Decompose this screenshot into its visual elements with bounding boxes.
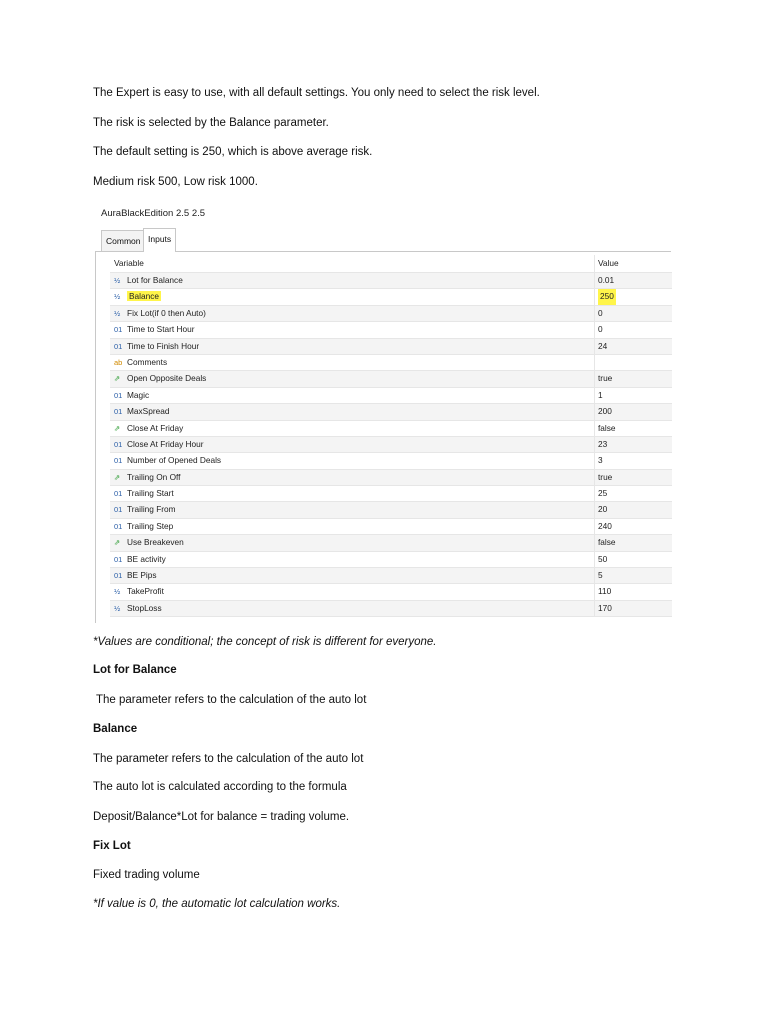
parameter-value[interactable]: 0.01 — [598, 275, 615, 285]
parameter-value[interactable]: 110 — [598, 586, 612, 597]
table-row[interactable] — [110, 453, 672, 469]
parameter-value[interactable]: 24 — [598, 340, 608, 351]
parameter-name-cell — [114, 421, 183, 436]
parameter-value[interactable]: false — [598, 422, 616, 433]
boolean-icon: ⇗ — [114, 538, 121, 548]
header-value: Value — [598, 258, 619, 268]
screenshot-title: AuraBlackEdition 2.5 2.5 — [101, 208, 206, 219]
inputs-panel — [95, 251, 672, 623]
inputs-table — [110, 255, 672, 617]
parameter-name: Comments — [127, 356, 168, 367]
parameter-name: Time to Start Hour — [127, 324, 195, 335]
parameter-value[interactable]: 25 — [598, 488, 608, 499]
parameter-name-cell — [114, 601, 162, 616]
parameter-name-cell — [114, 355, 167, 370]
table-row[interactable] — [110, 552, 672, 568]
string-icon: ab — [114, 357, 123, 367]
table-row[interactable] — [110, 584, 672, 600]
settings-screenshot — [93, 203, 671, 623]
table-row[interactable] — [110, 339, 672, 355]
fix-lot-text: Fixed trading volume — [93, 869, 200, 881]
parameter-name: StopLoss — [127, 602, 162, 613]
parameter-name: BE activity — [127, 553, 166, 564]
parameter-name: MaxSpread — [127, 406, 170, 417]
integer-icon: 01 — [114, 456, 123, 466]
parameter-value[interactable]: 20 — [598, 504, 608, 515]
parameter-name: Number of Opened Deals — [127, 455, 222, 466]
parameter-name-cell — [114, 404, 169, 419]
header-variable: Variable — [114, 258, 144, 268]
balance-text-2: The auto lot is calculated according to the formula — [93, 781, 347, 793]
table-row[interactable] — [110, 355, 672, 371]
integer-icon: 01 — [114, 439, 123, 449]
fraction-icon: ½ — [114, 587, 121, 597]
parameter-name: Fix Lot(if 0 then Auto) — [127, 307, 206, 318]
integer-icon: 01 — [114, 521, 123, 531]
tab-bar — [95, 226, 671, 252]
parameter-name-cell — [114, 552, 166, 567]
table-header — [110, 255, 672, 273]
integer-icon: 01 — [114, 407, 123, 417]
parameter-value[interactable]: false — [598, 537, 616, 548]
lot-for-balance-heading: Lot for Balance — [93, 664, 177, 676]
parameter-name: Lot for Balance — [127, 275, 183, 285]
parameter-name-cell — [114, 584, 164, 599]
parameter-value[interactable]: 170 — [598, 602, 612, 613]
parameter-name-cell — [114, 568, 157, 583]
integer-icon: 01 — [114, 505, 123, 515]
balance-heading: Balance — [93, 723, 138, 735]
table-row[interactable] — [110, 306, 672, 322]
parameter-name-cell — [114, 470, 181, 485]
parameter-name-cell — [114, 437, 204, 452]
parameter-name: Trailing From — [127, 504, 176, 515]
parameter-name-cell — [114, 502, 176, 517]
parameter-value[interactable]: 5 — [598, 570, 603, 581]
table-row[interactable] — [110, 470, 672, 486]
integer-icon: 01 — [114, 489, 123, 499]
balance-formula: Deposit/Balance*Lot for balance = trading volume. — [93, 811, 350, 823]
table-row[interactable] — [110, 437, 672, 453]
parameter-value[interactable]: 23 — [598, 438, 608, 449]
tab-inputs[interactable]: Inputs — [143, 228, 176, 252]
parameter-name: Balance — [129, 291, 159, 302]
table-row[interactable] — [110, 568, 672, 584]
table-row[interactable] — [110, 289, 672, 305]
table-row[interactable] — [110, 502, 672, 518]
table-row[interactable] — [110, 388, 672, 404]
table-row[interactable] — [110, 486, 672, 502]
tab-common[interactable]: Common — [101, 230, 145, 251]
intro-paragraph-2: The risk is selected by the Balance parameter. — [93, 117, 329, 129]
parameter-name: Trailing Start — [127, 488, 174, 499]
parameter-value[interactable]: true — [598, 373, 613, 384]
parameter-value[interactable]: 1 — [598, 389, 603, 400]
parameter-value[interactable]: 200 — [598, 406, 612, 417]
fraction-icon: ½ — [114, 603, 121, 613]
integer-icon: 01 — [114, 571, 123, 581]
parameter-name-cell — [114, 371, 206, 386]
parameter-value[interactable]: 0 — [598, 324, 603, 335]
boolean-icon: ⇗ — [114, 472, 121, 482]
parameter-name-cell — [114, 322, 194, 337]
parameter-value[interactable]: 240 — [598, 520, 612, 531]
parameter-value[interactable]: true — [598, 471, 613, 482]
parameter-name-cell — [114, 486, 174, 501]
table-row[interactable] — [110, 519, 672, 535]
parameter-name-cell — [114, 289, 161, 304]
parameter-name: Close At Friday — [127, 422, 184, 433]
parameter-value[interactable]: 3 — [598, 455, 603, 466]
integer-icon: 01 — [114, 554, 123, 564]
parameter-name: Magic — [127, 389, 150, 400]
balance-text-1: The parameter refers to the calculation of the auto lot — [93, 753, 364, 765]
parameter-name: Use Breakeven — [127, 537, 184, 548]
intro-paragraph-3: The default setting is 250, which is above average risk. — [93, 146, 373, 158]
parameter-name-cell — [114, 306, 206, 321]
parameter-name: TakeProfit — [127, 586, 164, 597]
lot-for-balance-text: The parameter refers to the calculation of the auto lot — [93, 694, 367, 706]
parameter-name: Open Opposite Deals — [127, 373, 207, 384]
parameter-name-cell — [114, 273, 183, 288]
parameter-value[interactable]: 50 — [598, 553, 608, 564]
boolean-icon: ⇗ — [114, 374, 121, 384]
parameter-name-cell — [114, 519, 173, 534]
integer-icon: 01 — [114, 341, 123, 351]
table-row[interactable] — [110, 421, 672, 437]
fraction-icon: ½ — [114, 308, 121, 318]
integer-icon: 01 — [114, 325, 123, 335]
parameter-name: Close At Friday Hour — [127, 438, 204, 449]
parameter-name: Trailing Step — [127, 520, 174, 531]
parameter-name: BE Pips — [127, 570, 157, 581]
parameter-name: Time to Finish Hour — [127, 340, 200, 351]
fraction-icon: ½ — [114, 292, 121, 302]
table-row[interactable] — [110, 535, 672, 551]
table-row[interactable] — [110, 371, 672, 387]
parameter-name-cell — [114, 388, 149, 403]
parameter-value[interactable]: 0 — [598, 307, 603, 318]
table-row[interactable] — [110, 273, 672, 289]
intro-paragraph-1: The Expert is easy to use, with all default settings. You only need to select the risk level. — [93, 87, 540, 99]
parameter-name: Trailing On Off — [127, 471, 181, 482]
table-row[interactable] — [110, 601, 672, 617]
table-row[interactable] — [110, 404, 672, 420]
parameter-name-cell — [114, 535, 184, 550]
fix-lot-heading: Fix Lot — [93, 840, 131, 852]
intro-paragraph-4: Medium risk 500, Low risk 1000. — [93, 176, 258, 188]
values-conditional-note: *Values are conditional; the concept of risk is different for everyone. — [93, 636, 437, 648]
parameter-value[interactable]: 250 — [598, 289, 616, 304]
integer-icon: 01 — [114, 390, 123, 400]
table-row[interactable] — [110, 322, 672, 338]
fraction-icon: ½ — [114, 276, 121, 285]
parameter-name-cell — [114, 453, 221, 468]
fix-lot-note: *If value is 0, the automatic lot calculation works. — [93, 898, 341, 910]
boolean-icon: ⇗ — [114, 423, 121, 433]
parameter-name-cell — [114, 339, 199, 354]
